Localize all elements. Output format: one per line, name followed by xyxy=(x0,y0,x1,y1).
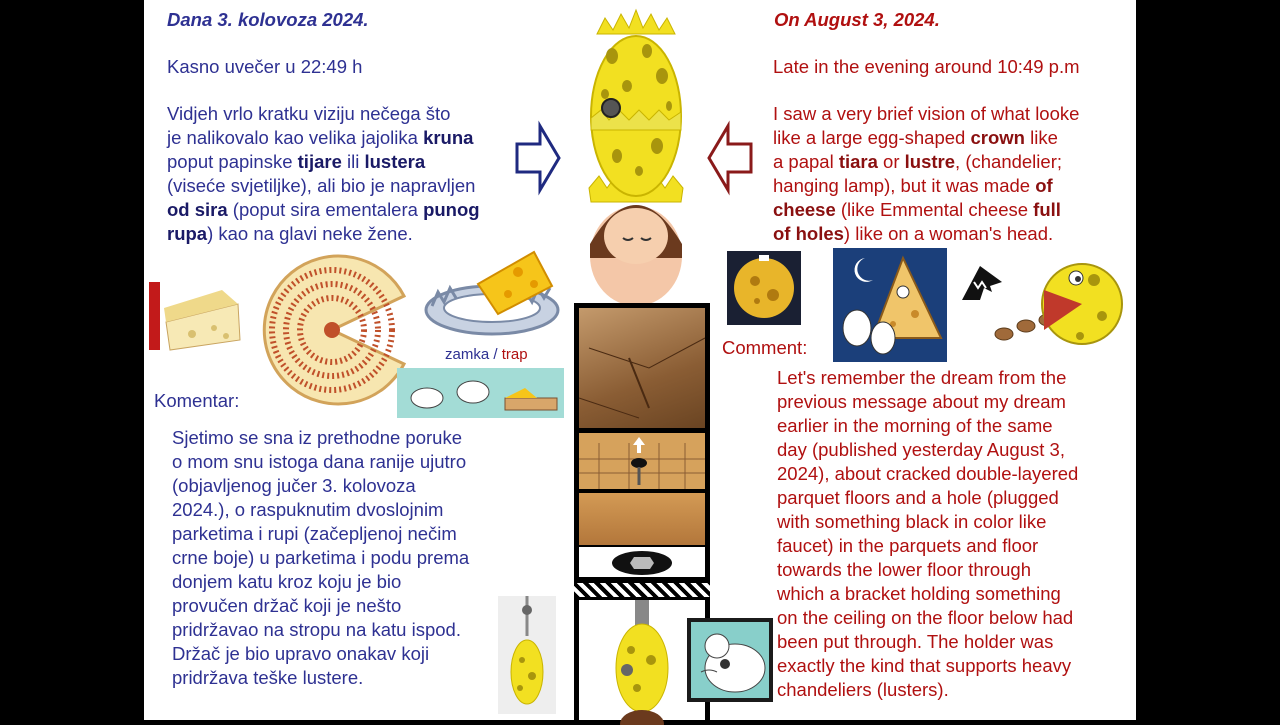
cheese-wedge-icon xyxy=(162,282,242,354)
right-comment-line: parquet floors and a hole (plugged xyxy=(777,487,1059,508)
left-comment-line: (objavljenog jučer 3. kolovoza xyxy=(172,475,416,496)
plug-image xyxy=(579,547,705,577)
cheese-planet-icon xyxy=(727,251,801,325)
right-comment-line: Let's remember the dream from the xyxy=(777,367,1067,388)
right-comment-line: been put through. The holder was xyxy=(777,631,1054,652)
right-comment-line: 2024), about cracked double-layered xyxy=(777,463,1079,484)
cheese-crown-egg xyxy=(577,6,695,258)
left-date: Dana 3. kolovoza 2024. xyxy=(167,9,369,30)
left-time: Kasno uvečer u 22:49 h xyxy=(167,56,363,77)
right-comment-line: which a bracket holding something xyxy=(777,583,1061,604)
left-comment-line: 2024.), o raspuknutim dvoslojnim xyxy=(172,499,444,520)
arrow-left-icon xyxy=(706,122,754,194)
left-vision-line: od sira (poput sira ementalera punog xyxy=(167,199,480,220)
slide xyxy=(141,0,1136,720)
right-comment-label: Comment: xyxy=(722,337,808,358)
rat-icon xyxy=(687,618,773,702)
right-time: Late in the evening around 10:49 p.m xyxy=(773,56,1080,77)
right-vision-line: like a large egg-shaped crown like xyxy=(773,127,1058,148)
right-comment-line: day (published yesterday August 3, xyxy=(777,439,1065,460)
left-comment-line: donjem katu kroz koju je bio xyxy=(172,571,402,592)
arrow-right-icon xyxy=(514,122,562,194)
right-comment-line: with something black in color like xyxy=(777,511,1047,532)
right-comment-line: chandeliers (lusters). xyxy=(777,679,949,700)
right-comment-line: earlier in the morning of the same xyxy=(777,415,1053,436)
pyramid-cheese-icon xyxy=(833,248,947,362)
right-comment-line: faucet) in the parquets and floor xyxy=(777,535,1039,556)
pacman-cheese-icon xyxy=(984,250,1124,362)
right-date: On August 3, 2024. xyxy=(774,9,940,30)
left-comment-label: Komentar: xyxy=(154,390,240,411)
right-vision-text xyxy=(773,102,1079,246)
emmentaler-logo: EMMENTALER xyxy=(149,282,160,350)
right-vision-line: I saw a very brief vision of what looke xyxy=(773,103,1080,124)
left-comment-line: Sjetimo se sna iz prethodne poruke xyxy=(172,427,463,448)
left-comment-line: provučen držač koji je nešto xyxy=(172,595,402,616)
left-comment-line: crne boje) u parketima i podu prema xyxy=(172,547,470,568)
right-comment-line: previous message about my dream xyxy=(777,391,1066,412)
right-vision-line: hanging lamp), but it was made of xyxy=(773,175,1053,196)
left-vision-line: Vidjeh vrlo kratku viziju nečega što xyxy=(167,103,451,124)
right-comment-line: on the ceiling on the floor below had xyxy=(777,607,1074,628)
right-vision-line: cheese (like Emmental cheese full xyxy=(773,199,1061,220)
left-comment-text xyxy=(172,426,469,690)
mousetrap-icon xyxy=(397,368,564,418)
floor-section xyxy=(574,583,710,597)
right-vision-line: of holes) like on a woman's head. xyxy=(773,223,1054,244)
right-comment-line: exactly the kind that supports heavy xyxy=(777,655,1072,676)
cheese-trap-icon xyxy=(422,244,564,344)
chandelier-icon xyxy=(498,596,556,714)
left-comment-line: pridržava teške lustere. xyxy=(172,667,364,688)
left-comment-line: o mom snu istoga dana ranije ujutro xyxy=(172,451,467,472)
trap-label: zamka / trap xyxy=(445,346,528,363)
cheese-wheel-icon xyxy=(254,256,410,404)
right-comment-line: towards the lower floor through xyxy=(777,559,1031,580)
left-vision-text xyxy=(167,102,480,246)
left-vision-line: (viseće svjetiljke), ali bio je napravljen xyxy=(167,175,476,196)
parquet-floor-image xyxy=(579,308,705,428)
right-vision-line: a papal tiara or lustre, (chandelier; xyxy=(773,151,1062,172)
left-comment-line: pridržavao na stropu na katu ispod. xyxy=(172,619,461,640)
right-comment-text xyxy=(777,366,1078,702)
left-vision-line: je nalikovalo kao velika jajolika kruna xyxy=(167,127,474,148)
left-comment-line: Držač je bio upravo onakav koji xyxy=(172,643,430,664)
parquet-cracked-image xyxy=(579,493,705,545)
parquet-hole-image xyxy=(579,433,705,489)
left-vision-line: rupa) kao na glavi neke žene. xyxy=(167,223,413,244)
left-comment-line: parketima i rupi (začepljenoj nečim xyxy=(172,523,457,544)
left-vision-line: poput papinske tijare ili lustera xyxy=(167,151,426,172)
